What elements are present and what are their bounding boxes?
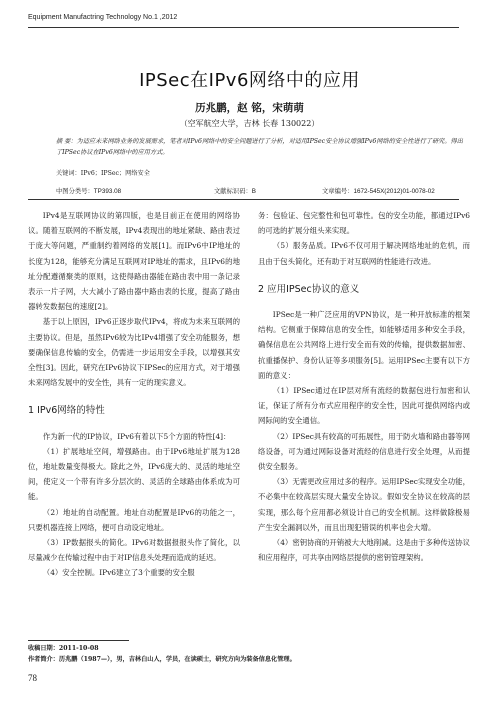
page-number: 78 — [28, 673, 37, 683]
paragraph: （2）地址的自动配置。地址自动配置是IPv6的功能之一，只要机器连接上网络，便可自动设定地址。 — [28, 507, 240, 532]
paragraph: （4）密钥协商的开销被大大地削减。这是由于多种传送协议和应用程序，可共享由网络层提供的密钥管理架构。 — [258, 538, 470, 563]
paragraph: IPSec是一种广泛应用的VPN协议，是一种开放标准的框架结构。它侧重于保障信息的安全性，如能够适用多种安全手段，确保信息在公共网络上进行安全而有效的传输，提供数据加密、抗重播保护、身份认证等多项服务[5]。运用IPSec主要有以下方面的意义： — [258, 310, 470, 380]
abstract-rule — [28, 199, 459, 200]
keywords: 关键词：IPv6；IPSec；网络安全 — [56, 170, 150, 177]
paragraph: （3）无需更改应用过多的程序。运用IPSec实现安全功能，不必集中在较高层实现大量安全协议。假如安全协议在较高的层实现，那么每个应用都必须设计自己的安全机制。这样做除极易产生安全漏洞以外，而且出现犯错误的机率也会大增。 — [258, 477, 470, 532]
journal-header: Equipment Manufactring Technology No.1 ,2012 — [28, 14, 178, 21]
paragraph: （5）服务品质。IPv6不仅可用于解决网络地址的危机，而且由于包头简化，还有助于对互联网的性能进行改进。 — [258, 241, 470, 266]
paragraph: （4）安全控制。IPv6建立了3个重要的安全服 — [42, 568, 195, 578]
affiliation: （空军航空大学，吉林 长春 130022） — [179, 119, 320, 128]
paragraph: 基于以上原因，IPv6正逐步取代IPv4，将成为未来互联网的主要协议。但是，虽然IPv6较为比IPv4增强了安全功能服务，想要确保信息传输的安全，仍需进一步运用安全手段，以增强其安全性[3]。因此，研究在IPv6协议下IPSec的应用方式，对于增强未来网络发展中的安全性，具有一定的现实意义。 — [28, 317, 240, 388]
abstract: 摘 要：为适应未来网络业务的发展需求，笔者对IPv6网络中的安全问题进行了分析，对适用IPSec安全协议增强IPv6网络的安全性进行了研究。得出了IPSec协议在IPv6网络中的应用方式。 — [56, 138, 463, 156]
paragraph: 务：包验证、包完整性和包可靠性。包的安全功能，都通过IPv6的可选的扩展分组头来实现。 — [258, 211, 470, 236]
right-column — [258, 208, 470, 565]
received-date: 收稿日期：2011-10-08 — [28, 645, 99, 652]
page-title: IPSec在IPv6网络中的应用 — [139, 70, 360, 91]
section-heading-2: 2 应用IPSec协议的意义 — [258, 283, 360, 295]
paragraph: 作为新一代的IP协议，IPv6有着以下5个方面的特性[4]： — [42, 431, 231, 441]
left-column — [28, 208, 240, 581]
section-heading-1: 1 IPv6网络的特性 — [28, 405, 105, 417]
article-number: 文章编号：1672-545X(2012)01-0078-02 — [322, 188, 435, 195]
paragraph: （1）IPSec通过在IP层对所有流经的数据包进行加密和认证，保证了所有分布式应用程序的安全性，因此可提供网络内或网际间的安全通信。 — [258, 386, 470, 426]
paragraph: （2）IPSec具有较高的可拓展性，用于防火墙和路由器等网络设备，可为通过网际设备对流经的信息进行安全处理，从而提供安全服务。 — [258, 431, 470, 472]
paragraph: IPv4是互联网协议的第四版，也是目前正在使用的网络协议。随着互联网的不断发展，IPv4表现出的地址紧缺、路由表过于庞大等问题，严重制约着网络的发展[1]。而IPv6中IP地址的长度为128，能够充分满足互联网对IP地址的需求，且IPv6的地址分配遵循聚类的原则，这使得路由器能在路由表中用一条记录表示一片子网，大大减小了路由器中路由表的长度，提高了路由器转发数据包的速度[2]。 — [28, 211, 240, 312]
footnote-rule — [28, 640, 129, 641]
paragraph: （3）IP数据报头的简化。IPv6对数据报报头作了简化，以尽量减少在传输过程中由于对IP信息头处理而造成的延迟。 — [28, 538, 240, 563]
footnote — [28, 643, 296, 665]
paragraph: （1）扩展地址空间，增强路由。由于IPv6地址扩展为128位，地址数量变得极大。除此之外，IPv6庞大的、灵活的地址空间，使定义一个带有许多分层次的、灵活的全球路由体系成为可能。 — [28, 446, 240, 502]
authors: 历兆鹏，赵 铭，宋萌萌 — [195, 102, 304, 114]
author-bio: 作者简介：历兆鹏（1987—），男，吉林白山人，学员，在读硕士，研究方向为装备信息化管理。 — [28, 656, 296, 663]
header-rule — [28, 27, 459, 28]
classification-number: 中图分类号：TP393.08 — [56, 188, 122, 195]
document-code: 文献标识码：B — [214, 188, 256, 195]
